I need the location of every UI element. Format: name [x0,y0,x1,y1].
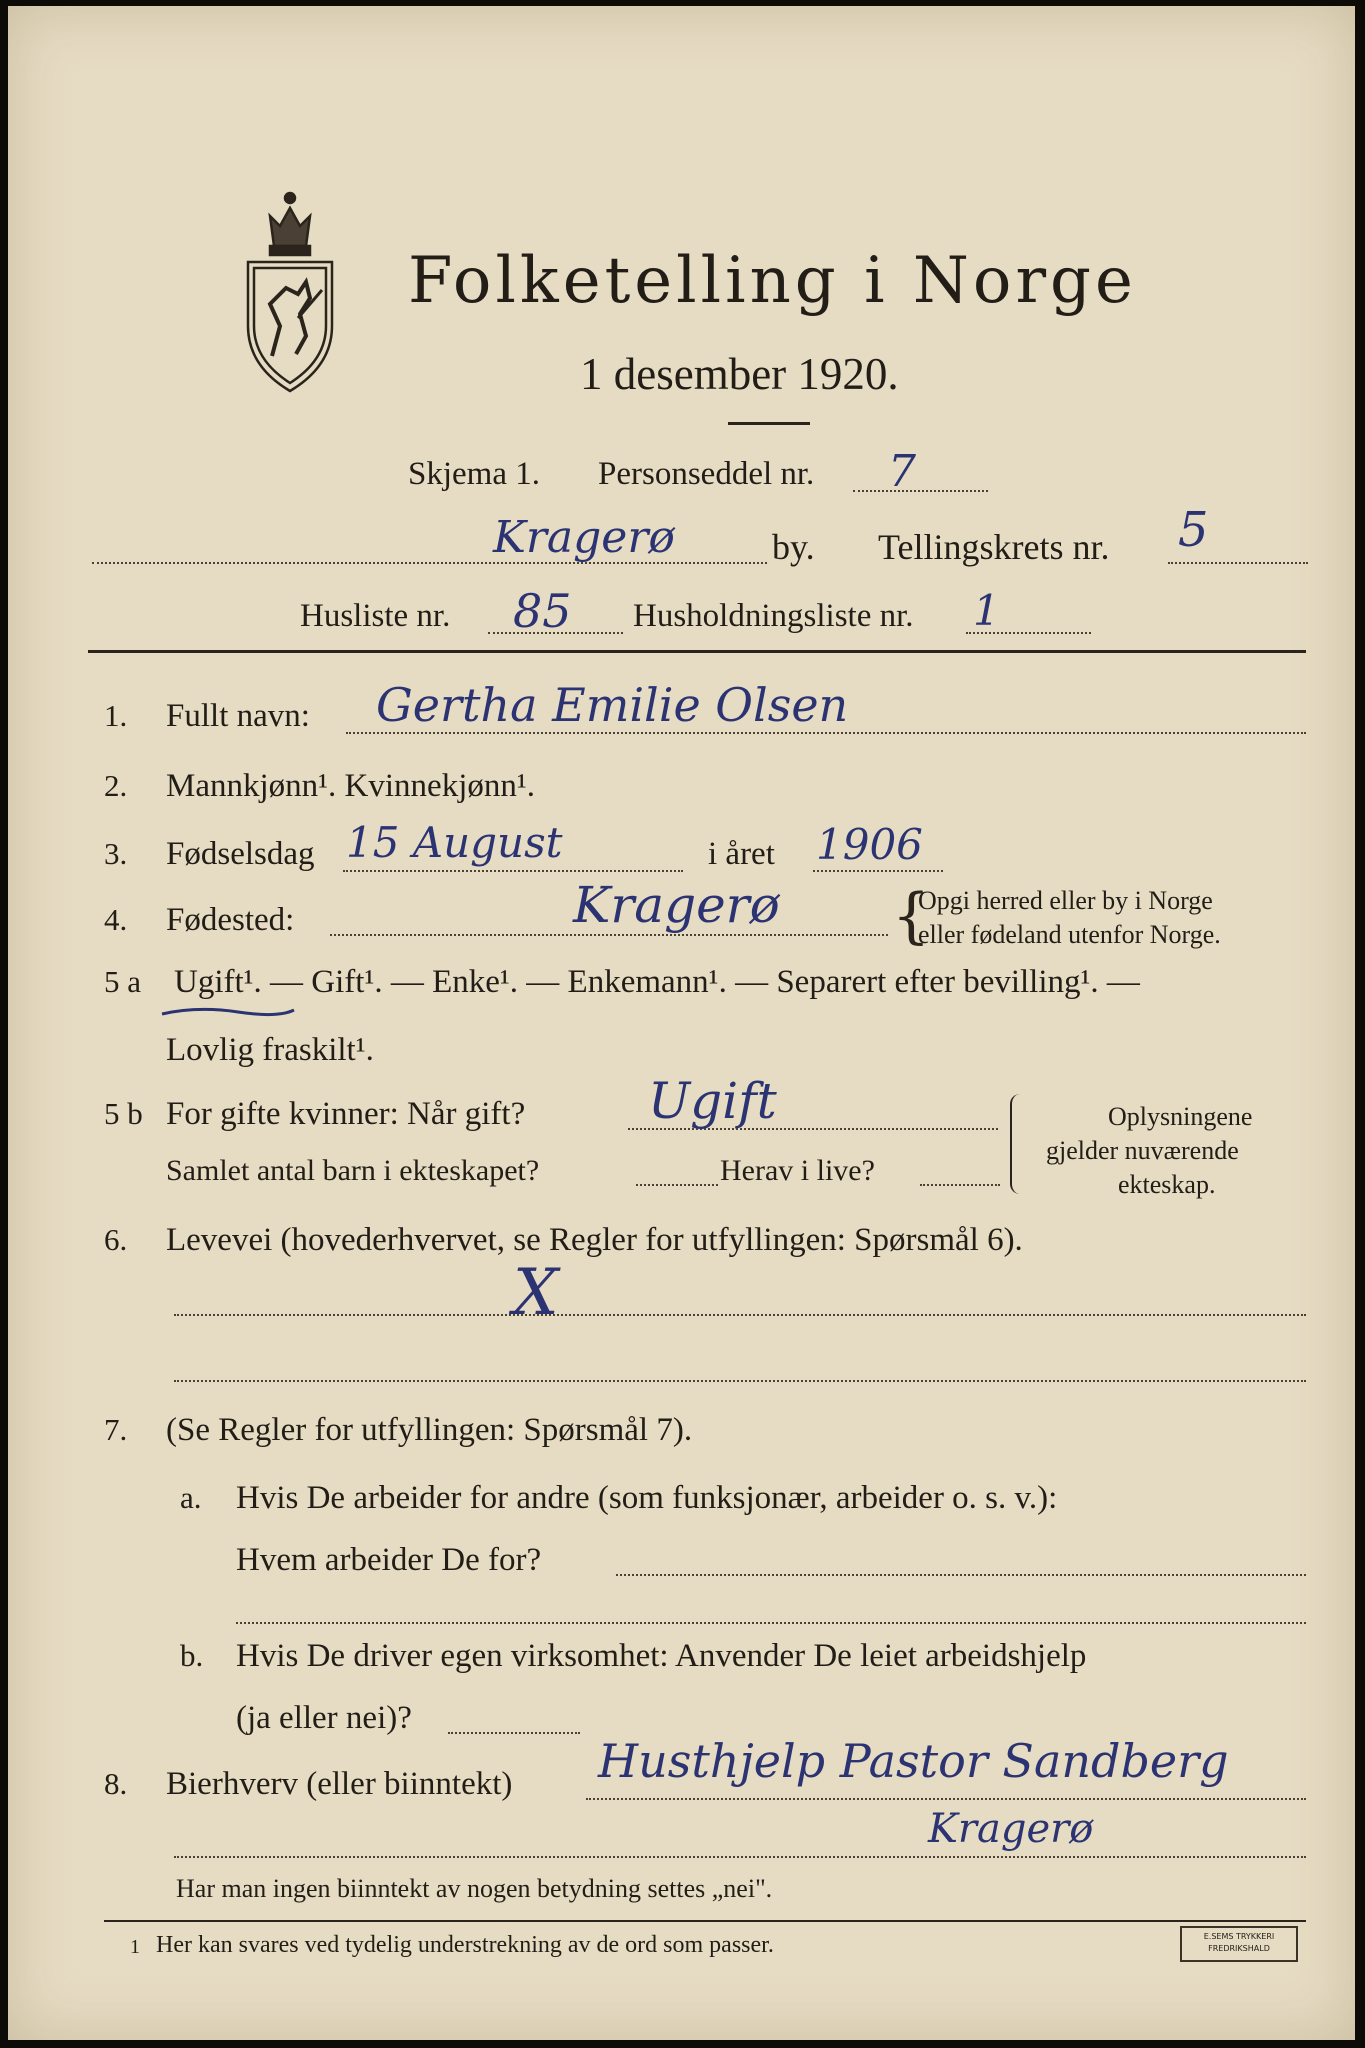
q7b-line-2: (ja eller nei)? [236,1700,412,1736]
q3-value: 15 August [346,818,563,867]
census-form [8,6,1355,2040]
q5a-number: 5 a [104,964,142,999]
ugift-underline [158,1002,298,1022]
q7-number: 7. [104,1412,128,1447]
q1-line [346,732,1306,734]
tellingskrets-label: Tellingskrets nr. [878,527,1110,567]
tellingskrets-line [1168,562,1308,564]
q5b-note-1: Oplysningene [1108,1102,1253,1131]
printer-city: FREDRIKSHALD [1208,1944,1270,1953]
q5b-note-3: ekteskap. [1118,1170,1216,1199]
q7a-line-answer [616,1574,1306,1576]
footnote-mark: 1 [130,1936,140,1958]
q8-line-1 [586,1798,1306,1800]
q5b-children-line [636,1184,718,1186]
q5b-herav-line [920,1184,1000,1186]
q1-label: Fullt navn: [166,698,310,734]
q4-note-1: Opgi herred eller by i Norge [918,886,1213,915]
husholdning-label: Husholdningsliste nr. [633,598,914,634]
q5b-value: Ugift [648,1072,777,1130]
q5b-brace [1010,1094,1024,1194]
form-title: Folketelling i Norge [408,244,1137,318]
q3-year-label: i året [708,836,775,872]
census-date: 1 desember 1920. [580,349,899,399]
q6-line-2 [174,1380,1306,1382]
personseddel-line [853,490,988,492]
q3-year-value: 1906 [816,820,923,869]
q6-value: X [513,1256,559,1330]
q2-number: 2. [104,768,128,803]
husholdning-value: 1 [973,586,1000,635]
printer-stamp [1180,1926,1298,1962]
tellingskrets-value: 5 [1178,502,1209,558]
q4-note-2: eller fødeland utenfor Norge. [918,920,1221,949]
q8-number: 8. [104,1766,128,1801]
q5b-number: 5 b [104,1096,143,1131]
printer-name: E.SEMS TRYKKERI [1203,1932,1275,1941]
q7b-line-answer [448,1732,580,1734]
q8-value-2: Kragerø [928,1806,1094,1852]
q8-line-2 [174,1856,1306,1858]
q7a-line-answer-2 [236,1622,1306,1624]
footer-rule [104,1920,1306,1922]
q6-number: 6. [104,1222,128,1257]
q7a-line-2: Hvem arbeider De for? [236,1542,542,1578]
q5b-note-2: gjelder nuværende [1046,1136,1239,1165]
q8-note: Har man ingen biinntekt av nogen betydning settes „nei". [176,1874,773,1903]
husliste-value: 85 [513,584,572,638]
q5b-children-label: Samlet antal barn i ekteskapet? [166,1154,540,1187]
coat-of-arms-icon [240,186,340,396]
section-divider [88,650,1306,653]
q5b-label: For gifte kvinner: Når gift? [166,1096,526,1132]
q4-line [330,934,888,936]
q4-number: 4. [104,902,128,937]
by-label: by. [772,527,815,567]
q7b-letter: b. [180,1638,204,1673]
q5a-options: Ugift¹. — Gift¹. — Enke¹. — Enkemann¹. — Separert efter bevilling¹. — [174,964,1140,1000]
q1-number: 1. [104,698,128,733]
q6-label: Levevei (hovederhvervet, se Regler for utfyllingen: Spørsmål 6). [166,1222,1023,1258]
city-value: Kragerø [493,512,675,563]
q6-line-1 [174,1314,1306,1316]
q4-value: Kragerø [573,876,780,934]
q1-value: Gertha Emilie Olsen [376,678,849,732]
q2-label: Mannkjønn¹. Kvinnekjønn¹. [166,768,536,804]
title-rule [728,422,810,425]
schema-label: Skjema 1. [408,456,540,492]
q7a-line-1: Hvis De arbeider for andre (som funksjonær, arbeider o. s. v.): [236,1480,1058,1516]
personseddel-label: Personseddel nr. [598,456,815,492]
q5a-options-2: Lovlig fraskilt¹. [166,1032,374,1068]
q3-number: 3. [104,836,128,871]
q7b-line-1: Hvis De driver egen virksomhet: Anvender De leiet arbeidshjelp [236,1638,1087,1674]
q8-value-1: Husthjelp Pastor Sandberg [598,1734,1229,1788]
footnote-text: Her kan svares ved tydelig understrekning av de ord som passer. [156,1932,774,1958]
q4-label: Fødested: [166,902,295,938]
q3-day-line [343,870,683,872]
q8-label: Bierhverv (eller biinntekt) [166,1766,513,1802]
q4-brace: { [892,881,931,951]
q7a-letter: a. [180,1480,202,1515]
husliste-label: Husliste nr. [300,598,451,634]
personseddel-value: 7 [888,446,916,497]
q3-year-line [813,870,943,872]
q5b-herav-label: Herav i live? [720,1154,875,1187]
q7-label: (Se Regler for utfyllingen: Spørsmål 7). [166,1412,693,1448]
q3-label: Fødselsdag [166,836,315,872]
